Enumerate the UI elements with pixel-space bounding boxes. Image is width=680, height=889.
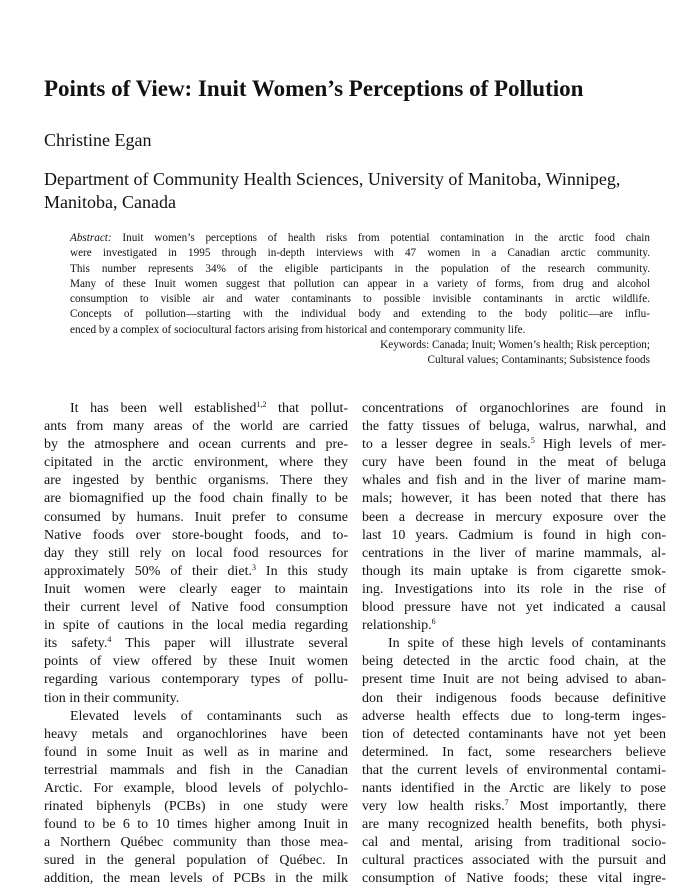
body-text-line xyxy=(362,490,666,508)
body-text: Elevated levels of contaminants such as xyxy=(70,708,348,724)
body-text: by the atmosphere and ocean currents and pre- xyxy=(44,437,348,453)
body-text-line xyxy=(362,599,666,617)
body-text-line xyxy=(362,708,666,726)
body-text-line xyxy=(44,780,348,798)
body-text-line xyxy=(44,418,348,436)
body-text: points of view offered by these Inuit women xyxy=(44,654,348,670)
body-text-line xyxy=(44,599,348,617)
body-text: cultural practices associated with the pursuit and xyxy=(362,853,666,869)
citation-superscript: 4 xyxy=(107,635,112,645)
body-text-line xyxy=(44,527,348,545)
body-text: rinated biphenyls (PCBs) in one study were xyxy=(44,799,348,815)
body-text-line xyxy=(44,870,348,888)
body-text: relationship. xyxy=(362,618,432,634)
citation-superscript: 7 xyxy=(504,798,509,808)
body-text-line xyxy=(362,798,666,816)
body-text-line xyxy=(44,454,348,472)
body-text: In spite of these high levels of contaminants xyxy=(388,636,666,652)
body-text: are ingested by benthic organisms. There they xyxy=(44,473,348,489)
body-text: This paper will illustrate several xyxy=(111,636,349,652)
body-text: in spite of cautions in the local media regarding xyxy=(44,618,348,634)
body-text-line xyxy=(44,798,348,816)
body-text: centrations in the liver of marine mammals, al- xyxy=(362,545,666,561)
body-text: been a decrease in mercury exposure over the xyxy=(362,509,666,525)
body-text: that pollut- xyxy=(266,401,349,416)
author-affiliation xyxy=(44,168,654,214)
body-text-line xyxy=(362,563,666,581)
body-text-line xyxy=(362,780,666,798)
keywords-line: Cultural values; Contaminants; Subsistence foods xyxy=(427,354,650,367)
body-text: sured in the general population of Québec. In xyxy=(44,853,348,869)
body-text: cury have been found in the meat of beluga xyxy=(362,455,666,471)
body-left-column xyxy=(44,400,348,889)
author-name: Christine Egan xyxy=(44,130,152,150)
body-text-line xyxy=(44,490,348,508)
body-text-line xyxy=(362,545,666,563)
body-text: day they still rely on local food resources for xyxy=(44,545,348,561)
body-text: It has been well established xyxy=(70,401,257,416)
body-text: tion of detected contaminants have not yet been xyxy=(362,726,666,742)
citation-superscript: 1,2 xyxy=(256,400,267,409)
body-text-line xyxy=(362,726,666,744)
abstract-line-text: Inuit women’s perceptions of health risks from potential contamination in the arctic food chain xyxy=(122,232,651,244)
body-text-line xyxy=(362,653,666,671)
body-text: found to be 6 to 10 times higher among Inuit in xyxy=(44,817,348,833)
body-text-line xyxy=(44,744,348,762)
body-text-line xyxy=(44,545,348,563)
body-text-line xyxy=(362,744,666,762)
body-text: consumed by humans. Inuit prefer to consume xyxy=(44,509,348,525)
body-text: very low health risks. xyxy=(362,799,505,815)
body-text-line xyxy=(362,852,666,870)
body-text-line xyxy=(44,563,348,581)
body-text-line xyxy=(44,708,348,726)
body-text-line xyxy=(44,762,348,780)
body-text-line xyxy=(362,671,666,689)
abstract-line: Many of these Inuit women suggest that pollution can appear in a variety of forms, from drug and alcohol xyxy=(70,277,650,290)
body-text: ing. Investigations into its role in the rise of xyxy=(362,581,666,597)
body-text-line xyxy=(44,436,348,454)
body-text-line xyxy=(362,816,666,834)
body-text-line xyxy=(362,617,666,635)
citation-superscript: 6 xyxy=(431,617,436,627)
citation-superscript: 3 xyxy=(252,562,257,572)
abstract-line: consumption to visible air and water contaminants to possible invisible contaminants in arctic wildlife. xyxy=(70,293,650,306)
abstract-line xyxy=(70,231,650,246)
body-text: a Northern Québec community than those mea- xyxy=(44,835,348,851)
citation-superscript: 5 xyxy=(530,436,535,446)
body-text: last 10 years. Cadmium is found in high con- xyxy=(362,527,666,543)
body-text: cipitated in the arctic environment, where they xyxy=(44,455,348,471)
body-text-line xyxy=(362,418,666,436)
body-text: cal and mental, arising from traditional socio- xyxy=(362,835,666,851)
body-text: to a lesser degree in seals. xyxy=(362,437,531,453)
abstract-line: Concepts of pollution—starting with the individual body and extending to the body politic—are influ- xyxy=(70,308,650,321)
body-text: approximately 50% of their diet. xyxy=(44,563,253,579)
body-text: regarding various contemporary types of pollu- xyxy=(44,672,348,688)
body-text-line xyxy=(44,581,348,599)
body-text-line xyxy=(44,726,348,744)
body-text: found in some Inuit as well as in marine and xyxy=(44,744,348,760)
body-text-line xyxy=(362,527,666,545)
body-text-line xyxy=(362,509,666,527)
abstract-label: Abstract: xyxy=(70,232,112,244)
keywords-line: Keywords: Canada; Inuit; Women’s health; Risk perception; xyxy=(380,339,650,352)
body-text: Native foods over store-bought foods, and to- xyxy=(44,527,348,543)
body-text: present time Inuit are not being advised to aban- xyxy=(362,672,666,688)
body-text: are biomagnified up the food chain finally to be xyxy=(44,491,348,507)
body-text: the fatty tissues of beluga, walrus, narwhal, and xyxy=(362,419,666,435)
body-text-line xyxy=(362,834,666,852)
body-text: being detected in the arctic food chain, at the xyxy=(362,654,666,670)
body-text: that the current levels of environmental contami- xyxy=(362,762,666,778)
body-text-line xyxy=(362,581,666,599)
body-text-line xyxy=(362,690,666,708)
body-text-line xyxy=(44,509,348,527)
body-text: heavy metals and organochlorines have been xyxy=(44,726,348,742)
body-text-line xyxy=(362,454,666,472)
body-text-line xyxy=(362,400,666,418)
body-text: blood pressure have not yet indicated a causal xyxy=(362,600,666,616)
body-text: ants from many areas of the world are carried xyxy=(44,419,348,435)
body-text: determined. In fact, some researchers believe xyxy=(362,744,666,760)
body-text: terrestrial mammals and fish in the Canadian xyxy=(44,762,348,778)
abstract-line: enced by a complex of sociocultural factors arising from historical and contemporary community life. xyxy=(70,323,526,336)
body-text-line xyxy=(362,635,666,653)
body-text: their current level of Native food consumption xyxy=(44,600,348,616)
abstract-line: This number represents 34% of the eligible participants in the population of the research community. xyxy=(70,262,650,275)
body-text-line xyxy=(362,870,666,888)
body-text: consumption of Native foods; these vital ingre- xyxy=(362,871,666,887)
body-text: Most importantly, there xyxy=(508,799,666,815)
body-text-line xyxy=(44,400,348,418)
body-text-line xyxy=(44,671,348,689)
body-text: addition, the mean levels of PCBs in the milk xyxy=(44,871,348,887)
body-text: In this study xyxy=(256,563,348,579)
body-text: its safety. xyxy=(44,636,108,652)
body-text: Inuit women were clearly eager to maintain xyxy=(44,581,348,597)
body-text-line xyxy=(44,472,348,490)
body-text-line xyxy=(44,852,348,870)
body-text: mals; however, it has been noted that there has xyxy=(362,491,666,507)
body-text: adverse health effects due to long-term inges- xyxy=(362,708,666,724)
body-text-line xyxy=(44,635,348,653)
body-text-line xyxy=(362,762,666,780)
body-text: concentrations of organochlorines are found in xyxy=(362,401,666,416)
body-right-column xyxy=(362,400,666,889)
body-text: are many recognized health benefits, both physi- xyxy=(362,817,666,833)
body-text: Arctic. For example, blood levels of polychlo- xyxy=(44,780,348,796)
body-text-line xyxy=(44,617,348,635)
body-text: tion in their community. xyxy=(44,690,180,706)
body-text: whales and fish and in the liver of marine mam- xyxy=(362,473,666,489)
affiliation-line: Department of Community Health Sciences, University of Manitoba, Winnipeg, xyxy=(44,169,621,189)
body-text-line xyxy=(44,690,348,708)
body-text-line xyxy=(44,653,348,671)
affiliation-line: Manitoba, Canada xyxy=(44,192,176,212)
body-text: though its main uptake is from cigarette smok- xyxy=(362,563,666,579)
body-text-line xyxy=(44,834,348,852)
body-text: High levels of mer- xyxy=(534,437,667,453)
abstract-line: were investigated in 1995 through in-depth interviews with 47 women in a Canadian arctic community. xyxy=(70,247,650,260)
body-text-line xyxy=(362,436,666,454)
body-text: nants identified in the Arctic are likely to pose xyxy=(362,780,666,796)
body-text-line xyxy=(362,472,666,490)
body-text: don their indigenous foods because definitive xyxy=(362,690,666,706)
body-text-line xyxy=(44,816,348,834)
paper-title: Points of View: Inuit Women’s Perceptions of Pollution xyxy=(44,76,584,101)
abstract xyxy=(70,231,650,369)
